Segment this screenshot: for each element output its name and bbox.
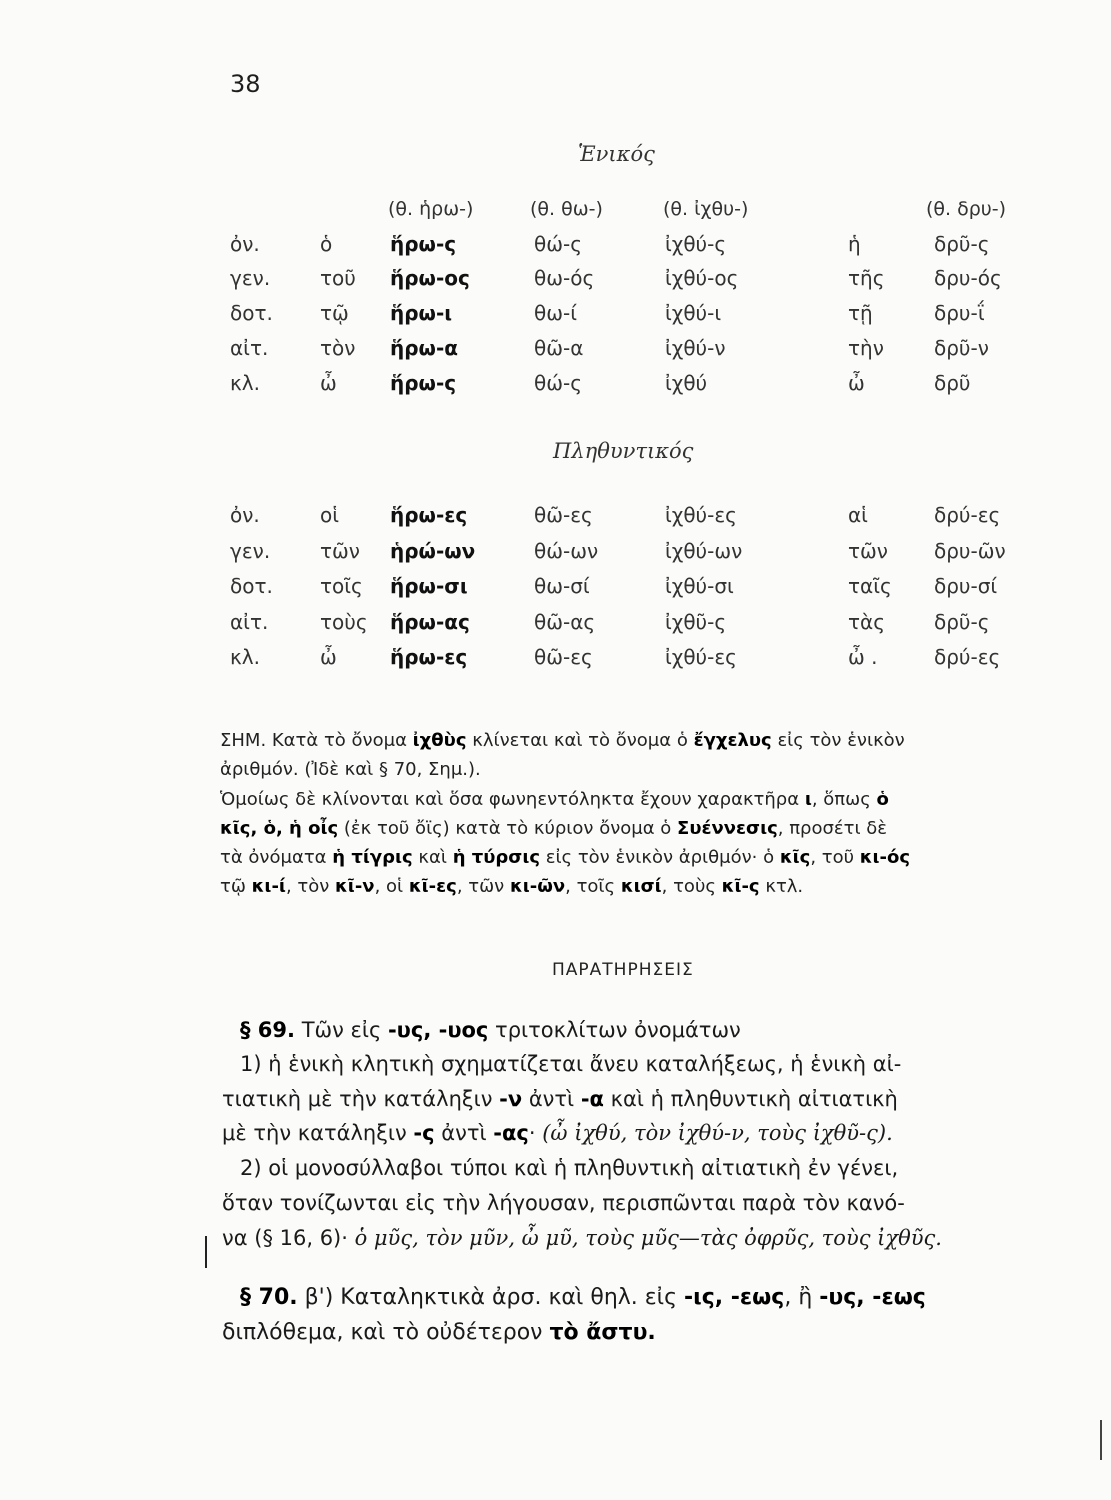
- table-cell: δρυ-ῶν: [934, 539, 1006, 563]
- table-cell: ἥρω-ι: [390, 301, 453, 325]
- note-line: κῖς, ὁ, ἡ οἶς (ἐκ τοῦ ὄϊς) κατὰ τὸ κύριον ὄνομα ὁ Συέννεσις, προσέτι δὲ: [220, 818, 888, 839]
- table-cell: ἥρω-ες: [390, 645, 468, 669]
- table-cell: θω-σί: [534, 574, 590, 598]
- note-line: τῷ κι-ί, τὸν κῖ-ν, οἱ κῖ-ες, τῶν κι-ῶν, τοῖς κισί, τοὺς κῖ-ς κτλ.: [220, 876, 804, 897]
- table-cell: τῇ: [848, 301, 873, 325]
- table-cell: αἰτ.: [230, 336, 269, 360]
- note-line: Ὁμοίως δὲ κλίνονται καὶ ὅσα φωνηεντόληκτα ἔχουν χαρακτῆρα ι, ὅπως ὁ: [220, 789, 889, 810]
- singular-heading: Ἑνικός: [578, 142, 655, 166]
- table-cell: θῶ-α: [534, 336, 584, 360]
- table-cell: τῶν: [848, 539, 888, 563]
- table-cell: τοῦ: [320, 266, 356, 290]
- table-cell: ὦ: [848, 371, 865, 395]
- table-cell: ὦ: [320, 371, 337, 395]
- table-cell: ἰχθύ: [665, 371, 708, 395]
- stem-label-tho: (θ. θω-): [530, 198, 603, 220]
- table-cell: ὀν.: [230, 503, 260, 527]
- table-cell: θω-ός: [534, 266, 595, 290]
- table-cell: ὁ: [320, 232, 333, 256]
- table-cell: ἥρω-ς: [390, 371, 457, 395]
- table-cell: ἰχθύ-ων: [665, 539, 743, 563]
- table-cell: τῆς: [848, 266, 885, 290]
- table-cell: τοῖς: [320, 574, 363, 598]
- table-cell: κλ.: [230, 645, 260, 669]
- note-line: ΣΗΜ. Κατὰ τὸ ὄνομα ἰχθὺς κλίνεται καὶ τὸ ὄνομα ὁ ἔγχελυς εἰς τὸν ἑνικὸν: [220, 730, 905, 751]
- paragraph-69-line: μὲ τὴν κατάληξιν -ς ἀντὶ -ας· (ὦ ἰχθύ, τὸν ἰχθύ-ν, τοὺς ἰχθῦ-ς).: [222, 1121, 893, 1145]
- stem-label-dry: (θ. δρυ-): [926, 198, 1007, 220]
- table-cell: ὦ .: [848, 645, 878, 669]
- table-cell: τὰς: [848, 610, 885, 634]
- table-cell: δρῦ-ς: [934, 232, 990, 256]
- table-cell: θῶ-ες: [534, 645, 593, 669]
- table-cell: γεν.: [230, 539, 271, 563]
- stem-label-hero: (θ. ἡρω-): [388, 198, 474, 220]
- table-cell: θώ-ς: [534, 371, 582, 395]
- table-cell: ἥρω-σι: [390, 574, 468, 598]
- table-cell: αἱ: [848, 503, 868, 527]
- table-cell: ἡρώ-ων: [390, 539, 476, 563]
- table-cell: ὀν.: [230, 232, 260, 256]
- paragraph-70-line: § 70. β') Καταληκτικὰ ἀρσ. καὶ θηλ. εἰς -ις, -εως, ἢ -υς, -εως: [240, 1285, 926, 1310]
- table-cell: ἰχθύ-ος: [665, 266, 739, 290]
- paragraph-69-line: να (§ 16, 6)· ὁ μῦς, τὸν μῦν, ὦ μῦ, τοὺς μῦς—τὰς ὀφρῦς, τοὺς ἰχθῦς.: [222, 1226, 942, 1250]
- table-cell: ἰχθύ-σι: [665, 574, 734, 598]
- table-cell: δοτ.: [230, 574, 273, 598]
- table-cell: ἡ: [848, 232, 861, 256]
- table-cell: θώ-ς: [534, 232, 582, 256]
- table-cell: ἥρω-α: [390, 336, 458, 360]
- table-cell: τῶν: [320, 539, 360, 563]
- table-cell: κλ.: [230, 371, 260, 395]
- table-cell: οἱ: [320, 503, 340, 527]
- margin-mark: [205, 1236, 207, 1268]
- page-edge-mark: [1100, 1420, 1102, 1460]
- stem-label-ichthy: (θ. ἰχθυ-): [663, 198, 749, 220]
- table-cell: δρύ-ες: [934, 645, 1001, 669]
- table-cell: ἰχθύ-ς: [665, 232, 727, 256]
- table-cell: ἥρω-ος: [390, 266, 470, 290]
- table-cell: θῶ-ας: [534, 610, 596, 634]
- table-cell: τῷ: [320, 301, 349, 325]
- table-cell: ἥρω-ας: [390, 610, 470, 634]
- table-cell: θῶ-ες: [534, 503, 593, 527]
- table-cell: ἰχθύ-ες: [665, 645, 737, 669]
- table-cell: γεν.: [230, 266, 271, 290]
- paragraph-69-line: τιατικὴ μὲ τὴν κατάληξιν -ν ἀντὶ -α καὶ ἡ πληθυντικὴ αἰτιατικὴ: [222, 1087, 898, 1111]
- table-cell: δρυ-ΐ: [934, 301, 985, 325]
- table-cell: ἰχθῦ-ς: [665, 610, 727, 634]
- table-cell: δρυ-σί: [934, 574, 998, 598]
- paragraph-69-line: § 69. Τῶν εἰς -υς, -υος τριτοκλίτων ὀνομάτων: [240, 1018, 741, 1042]
- table-cell: ἰχθύ-ες: [665, 503, 737, 527]
- table-cell: θω-ί: [534, 301, 577, 325]
- table-cell: ἰχθύ-ι: [665, 301, 722, 325]
- paragraph-70-line: διπλόθεμα, καὶ τὸ οὐδέτερον τὸ ἄστυ.: [222, 1320, 656, 1345]
- table-cell: δρῦ-ν: [934, 336, 989, 360]
- table-cell: δοτ.: [230, 301, 273, 325]
- table-cell: ἥρω-ς: [390, 232, 457, 256]
- note-line: τὰ ὀνόματα ἡ τίγρις καὶ ἡ τύρσις εἰς τὸν ἑνικὸν ἀριθμόν· ὁ κῖς, τοῦ κι-ός: [220, 847, 911, 868]
- table-cell: ἰχθύ-ν: [665, 336, 726, 360]
- table-cell: δρῦ: [934, 371, 971, 395]
- paragraph-69-line: 1) ἡ ἑνικὴ κλητικὴ σχηματίζεται ἄνευ καταλήξεως, ἡ ἑνικὴ αἰ-: [240, 1052, 902, 1076]
- table-cell: ὦ: [320, 645, 337, 669]
- table-cell: δρυ-ός: [934, 266, 1002, 290]
- table-cell: δρύ-ες: [934, 503, 1001, 527]
- paragraph-69-line: ὅταν τονίζωνται εἰς τὴν λήγουσαν, περισπῶνται παρὰ τὸν κανό-: [222, 1191, 905, 1215]
- table-cell: ἥρω-ες: [390, 503, 468, 527]
- page-number: 38: [230, 70, 261, 98]
- table-cell: τοὺς: [320, 610, 368, 634]
- table-cell: τὸν: [320, 336, 356, 360]
- section-title: ΠΑΡΑΤΗΡΗΣΕΙΣ: [552, 960, 694, 980]
- note-line: ἀριθμόν. (Ἰδὲ καὶ § 70, Σημ.).: [220, 759, 481, 780]
- table-cell: αἰτ.: [230, 610, 269, 634]
- plural-heading: Πληθυντικός: [553, 439, 694, 463]
- table-cell: δρῦ-ς: [934, 610, 990, 634]
- table-cell: ταῖς: [848, 574, 892, 598]
- paragraph-69-line: 2) οἱ μονοσύλλαβοι τύποι καὶ ἡ πληθυντικὴ αἰτιατικὴ ἐν γένει,: [240, 1156, 899, 1180]
- table-cell: θώ-ων: [534, 539, 599, 563]
- table-cell: τὴν: [848, 336, 884, 360]
